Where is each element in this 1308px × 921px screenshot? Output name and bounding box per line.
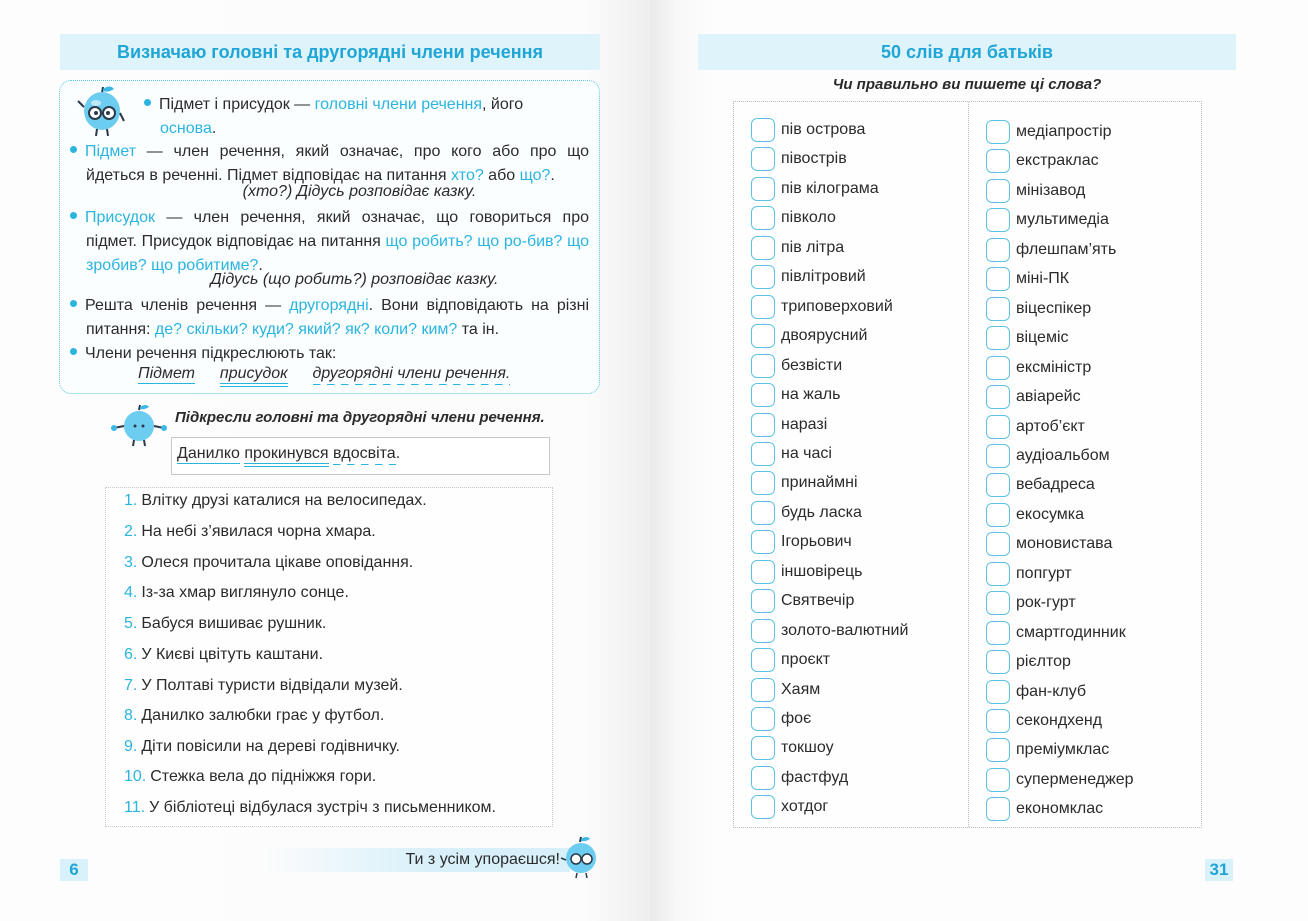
word-label: рок-гурт [1016,594,1076,612]
word-item[interactable] [751,324,867,348]
word-checkbox[interactable] [751,413,775,437]
list-item[interactable]: 2. На небі з’явилася чорна хмара. [124,523,376,540]
word-label: артоб’єкт [1016,417,1085,435]
list-item[interactable]: 6. У Києві цвітуть каштани. [124,646,324,663]
word-item[interactable] [986,562,1072,586]
example-predicate: прокинувся [244,445,328,467]
list-item[interactable]: 4. Із-за хмар виглянуло сонце. [124,584,349,601]
column-divider [968,102,969,827]
theory-point-underline: Члени речення підкреслюють так: [70,342,589,366]
word-checkbox[interactable] [751,236,775,260]
example-sentence-box: Данилко прокинувся вдосвіта. [171,437,550,475]
word-label: принаймні [781,474,858,492]
word-item[interactable] [986,738,1109,762]
word-item[interactable] [986,267,1069,291]
word-label: пів кілограма [781,179,879,197]
word-item[interactable] [751,442,832,466]
page-title: Визначаю головні та другорядні члени речення [60,34,600,70]
word-label: проєкт [781,651,831,669]
word-label: суперменеджер [1016,770,1134,788]
word-item[interactable] [751,383,840,407]
word-label: іншовірець [781,562,863,580]
word-item[interactable] [751,236,844,260]
word-label: триповерховий [781,297,893,315]
theory-point-predicate: Присудок — член речення, який означає, що говориться про підмет. Присудок відповідає на питання що робить? що ро-бив? що зробив? що робитиме?. [70,206,589,278]
word-checkbox[interactable] [751,383,775,407]
list-item[interactable]: 8. Данилко залюбки грає у футбол. [124,707,385,724]
word-label: секондхенд [1016,712,1103,729]
word-checkbox[interactable] [751,471,775,495]
word-item[interactable] [751,736,834,760]
task-instruction: Підкресли головні та другорядні члени речення. [175,409,545,426]
theory-point-secondary: Решта членів речення — другорядні. Вони відповідають на різні питання: де? скільки? куди? який? як? коли? ким? та ін. [70,294,589,342]
word-checkbox[interactable] [986,385,1010,409]
word-checkbox[interactable] [986,621,1010,645]
theory-point-subject: Підмет — член речення, який означає, про кого або про що йдеться в реченні. Підмет відповідає на питання хто? або що?. [70,140,589,188]
word-checkbox[interactable] [986,768,1010,792]
legend-secondary: другорядні члени речення. [313,365,511,385]
word-checkbox[interactable] [986,738,1010,762]
example-secondary: вдосвіта [333,445,396,465]
word-checkbox[interactable] [751,295,775,319]
word-checkbox[interactable] [986,208,1010,232]
word-label: міні-ПК [1016,270,1070,288]
word-label: ексміністр [1016,358,1092,376]
word-checkbox[interactable] [986,267,1010,291]
word-item[interactable] [751,707,811,731]
word-item[interactable] [986,444,1110,468]
bullet-icon [70,212,77,219]
word-item[interactable] [986,326,1069,350]
word-item[interactable] [751,206,836,230]
word-item[interactable] [751,619,908,643]
word-label: золото-валютний [781,621,909,639]
word-label: фан-клуб [1016,682,1087,700]
word-checkbox[interactable] [751,678,775,702]
word-checkbox[interactable] [751,736,775,760]
word-checkbox[interactable] [986,650,1010,674]
page-title: 50 слів для батьків [698,34,1236,70]
list-item[interactable]: 11. У бібліотеці відбулася зустріч з письменником. [124,799,496,816]
word-label: мультимедіа [1016,211,1109,229]
word-label: хотдог [781,798,829,816]
word-item[interactable] [986,797,1103,821]
apple-mascot-small-icon [110,404,168,448]
word-label: півколо [781,209,836,227]
word-checkbox[interactable] [751,324,775,348]
theory-box [59,80,600,394]
word-item[interactable] [986,385,1081,409]
list-item[interactable]: 7. У Полтаві туристи відвідали музей. [124,677,403,694]
example-subject: Данилко [177,445,240,462]
word-item[interactable] [751,354,842,378]
word-item[interactable] [986,680,1086,704]
word-label: віцеспікер [1016,299,1092,317]
word-checkbox[interactable] [986,532,1010,556]
word-item[interactable] [986,297,1091,321]
word-checkbox[interactable] [751,177,775,201]
list-item[interactable]: 1. Влітку друзі каталися на велосипедах. [124,492,427,509]
word-checkbox[interactable] [751,354,775,378]
page-number: 6 [60,859,88,881]
word-item[interactable] [986,415,1085,439]
word-checkbox[interactable] [751,707,775,731]
word-label: на жаль [781,386,841,404]
word-item[interactable] [751,265,866,289]
word-checkbox[interactable] [751,147,775,171]
word-checkbox[interactable] [751,589,775,613]
word-item[interactable] [751,648,830,672]
word-item[interactable] [751,295,893,319]
word-item[interactable] [986,621,1126,645]
word-label: безвісти [781,356,843,374]
word-item[interactable] [986,238,1116,262]
word-checkbox[interactable] [986,238,1010,262]
bullet-icon [70,348,77,355]
left-page [0,0,650,921]
word-checkbox[interactable] [751,648,775,672]
sentences-list [105,487,553,827]
list-item[interactable]: 3. Олеся прочитала цікаве оповідання. [124,554,414,571]
word-item[interactable] [986,179,1085,203]
word-checkbox[interactable] [751,501,775,525]
word-label: рієлтор [1016,653,1071,671]
word-item[interactable] [986,532,1112,556]
word-item[interactable] [751,501,862,525]
theory-point-main-members: Підмет і присудок — головні члени речення, його основа. [144,93,589,141]
word-item[interactable] [751,530,852,554]
apple-mascot-footer-icon [558,836,602,880]
word-checkbox[interactable] [751,619,775,643]
word-checkbox[interactable] [986,562,1010,586]
word-checklist [733,101,1202,828]
word-label: вебадреса [1016,476,1095,494]
word-label: токшоу [781,739,834,757]
word-label: преміумклас [1016,741,1110,759]
word-item[interactable] [986,473,1095,497]
list-item[interactable]: 10. Стежка вела до підніжжя гори. [124,768,377,785]
word-checkbox[interactable] [751,795,775,819]
word-checkbox[interactable] [986,473,1010,497]
word-item[interactable] [986,591,1076,615]
word-item[interactable] [751,147,847,171]
word-label: наразі [781,415,828,433]
list-item[interactable]: 9. Діти повісили на дереві годівничку. [124,738,400,755]
word-label: економклас [1016,800,1104,818]
word-item[interactable] [986,503,1084,527]
word-label: попгурт [1016,564,1072,582]
word-checkbox[interactable] [751,442,775,466]
word-label: Хаям [781,680,821,698]
list-item[interactable]: 5. Бабуся вишиває рушник. [124,615,327,632]
word-checkbox[interactable] [986,179,1010,203]
word-label: екстраклас [1016,152,1099,170]
page-number: 31 [1205,859,1233,881]
apple-mascot-icon [72,85,130,139]
word-item[interactable] [986,149,1099,173]
word-checkbox[interactable] [751,118,775,142]
word-item[interactable] [751,766,848,790]
word-label: двоярусний [781,327,868,345]
word-checkbox[interactable] [986,297,1010,321]
word-checkbox[interactable] [986,591,1010,615]
word-checkbox[interactable] [986,149,1010,173]
word-label: Ігорьович [781,533,852,551]
word-label: пів літра [781,238,845,256]
word-checkbox[interactable] [986,444,1010,468]
subject-example: (хто?) Дідусь розповідає казку. [242,183,477,200]
word-checkbox[interactable] [986,680,1010,704]
word-checkbox[interactable] [751,206,775,230]
word-item[interactable] [986,768,1134,792]
word-checkbox[interactable] [751,265,775,289]
word-label: віцеміс [1016,329,1069,347]
word-item[interactable] [751,471,858,495]
word-checkbox[interactable] [986,503,1010,527]
footer-motto: Ти з усім упораєшся! [260,848,570,872]
word-label: фоє [781,710,812,727]
word-checkbox[interactable] [986,415,1010,439]
word-item[interactable] [751,795,828,819]
subtitle: Чи правильно ви пишете ці слова? [832,76,1102,93]
word-label: будь ласка [781,503,862,521]
underline-legend [138,362,589,386]
bullet-icon [70,300,77,307]
word-checkbox[interactable] [986,356,1010,380]
word-label: на часі [781,444,832,462]
bullet-icon [144,99,151,106]
word-item[interactable] [986,120,1112,144]
word-checkbox[interactable] [986,709,1010,733]
word-checkbox[interactable] [751,766,775,790]
word-item[interactable] [986,709,1102,733]
word-item[interactable] [751,589,854,613]
word-label: півострів [781,150,847,168]
word-item[interactable] [751,678,820,702]
word-label: медіапростір [1016,123,1112,140]
word-label: моновистава [1016,535,1113,553]
right-page [650,0,1308,921]
word-label: аудіоальбом [1016,446,1110,464]
word-item[interactable] [751,118,865,142]
word-item[interactable] [751,560,862,584]
word-label: півлітровий [781,268,866,286]
word-item[interactable] [986,356,1091,380]
word-checkbox[interactable] [986,120,1010,144]
word-item[interactable] [751,177,879,201]
word-checkbox[interactable] [986,326,1010,350]
word-label: смартгодинник [1016,623,1126,641]
word-label: авіарейс [1016,388,1081,406]
legend-predicate: присудок [220,365,288,387]
word-item[interactable] [751,413,827,437]
word-checkbox[interactable] [751,530,775,554]
word-label: флешпам’ять [1016,240,1117,258]
word-label: Святвечір [781,592,855,610]
word-checkbox[interactable] [751,560,775,584]
word-label: пів острова [781,121,866,138]
word-checkbox[interactable] [986,797,1010,821]
word-label: фастфуд [781,768,849,786]
legend-subject: Підмет [138,365,196,382]
bullet-icon [70,146,77,153]
word-label: екосумка [1016,505,1085,523]
word-label: мінізавод [1016,181,1086,199]
word-item[interactable] [986,208,1109,232]
word-item[interactable] [986,650,1071,674]
predicate-example: Дідусь (що робить?) розповідає казку. [210,271,499,288]
